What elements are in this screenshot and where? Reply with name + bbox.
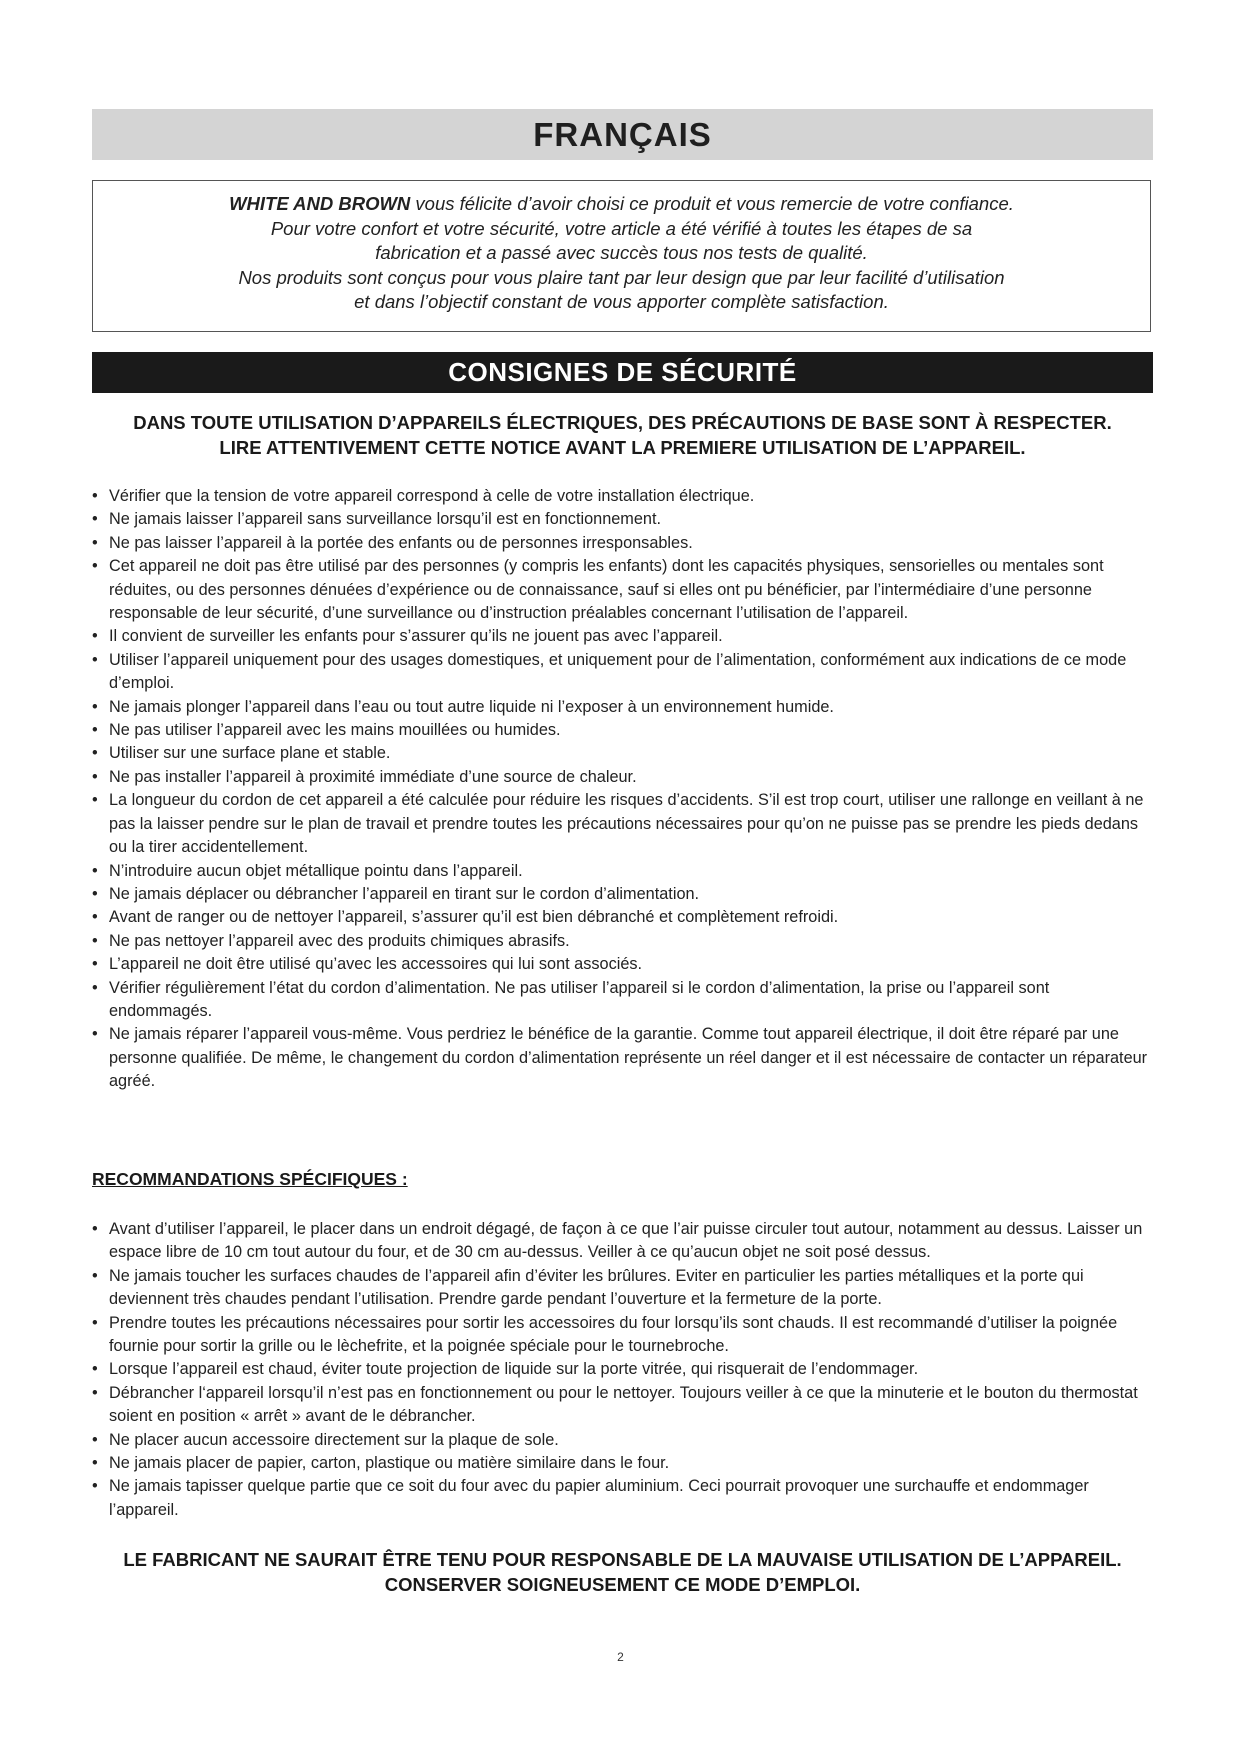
list-item: • Ne jamais placer de papier, carton, plastique ou matière similaire dans le four. [92, 1452, 1153, 1475]
list-item: • Ne placer aucun accessoire directement sur la plaque de sole. [92, 1429, 1153, 1452]
list-item: • Ne jamais plonger l’appareil dans l’eau ou tout autre liquide ni l’exposer à un environnement humide. [92, 696, 1153, 719]
list-item: • Ne pas installer l’appareil à proximité immédiate d’une source de chaleur. [92, 766, 1153, 789]
list-item: • Cet appareil ne doit pas être utilisé par des personnes (y compris les enfants) dont les capacités physiques, sensorielles ou mentales sont réduites, ou des personnes dénuées d’expérience ou de connaissance, sauf si elles ont pu bénéficier, par l’intermédiaire d’une personne responsable de leur sécurité, d’une surveillance ou d’instruction préalables concernant l’utilisation de l’appareil. [92, 555, 1153, 625]
intro-line-5: et dans l’objectif constant de vous apporter complète satisfaction. [354, 291, 889, 312]
list-item: • Utiliser sur une surface plane et stable. [92, 742, 1153, 765]
safety-warning [92, 410, 1153, 460]
list-item: • Ne pas laisser l’appareil à la portée des enfants ou de personnes irresponsables. [92, 532, 1153, 555]
safety-title: CONSIGNES DE SÉCURITÉ [92, 352, 1153, 393]
intro-line-1 [93, 192, 1150, 217]
list-item: • La longueur du cordon de cet appareil a été calculée pour réduire les risques d’accidents. S’il est trop court, utiliser une rallonge en veillant à ne pas la laisser pendre sur le plan de travail et prendre toutes les précautions nécessaires pour qu’on ne puisse pas se prendre les pieds dedans ou la tirer accidentellement. [92, 789, 1153, 859]
list-item: • Vérifier que la tension de votre appareil correspond à celle de votre installation électrique. [92, 485, 1153, 508]
intro-box [92, 180, 1151, 332]
intro-line-3: fabrication et a passé avec succès tous nos tests de qualité. [375, 242, 868, 263]
footer-warning-line-2: CONSERVER SOIGNEUSEMENT CE MODE D’EMPLOI. [384, 1574, 861, 1595]
list-item: • L’appareil ne doit être utilisé qu’avec les accessoires qui lui sont associés. [92, 953, 1153, 976]
list-item: • Débrancher l‘appareil lorsqu’il n’est pas en fonctionnement ou pour le nettoyer. Toujours veiller à ce que la minuterie et le bouton du thermostat soient en position « arrêt » avant de le débrancher. [92, 1382, 1153, 1429]
intro-line-1-text: vous félicite d’avoir choisi ce produit et vous remercie de votre confiance. [410, 193, 1014, 214]
safety-warning-line-1: DANS TOUTE UTILISATION D’APPAREILS ÉLECTRIQUES, DES PRÉCAUTIONS DE BASE SONT À RESPECTER. [133, 412, 1112, 433]
intro-line-2: Pour votre confort et votre sécurité, votre article a été vérifié à toutes les étapes de sa [270, 217, 973, 239]
list-item: • Ne jamais toucher les surfaces chaudes de l’appareil afin d’éviter les brûlures. Eviter en particulier les parties métalliques et la porte qui deviennent très chaudes pendant l’utilisation. Prendre garde pendant l’ouverture et la fermeture de la porte. [92, 1265, 1153, 1312]
list-item: • Ne pas nettoyer l’appareil avec des produits chimiques abrasifs. [92, 930, 1153, 953]
brand-name: WHITE AND BROWN [229, 193, 411, 214]
list-item: • Ne jamais réparer l’appareil vous-même. Vous perdriez le bénéfice de la garantie. Comme tout appareil électrique, il doit être réparé par une personne qualifiée. De même, le changement du cordon d’alimentation représente un réel danger et il est nécessaire de contacter un réparateur agréé. [92, 1023, 1153, 1093]
list-item: • N’introduire aucun objet métallique pointu dans l’appareil. [92, 860, 1153, 883]
list-item: • Il convient de surveiller les enfants pour s’assurer qu’ils ne jouent pas avec l’appareil. [92, 625, 1153, 648]
page-number: 2 [617, 1650, 624, 1664]
list-item: • Lorsque l’appareil est chaud, éviter toute projection de liquide sur la porte vitrée, qui risquerait de l’endommager. [92, 1358, 1153, 1381]
safety-warning-line-2: LIRE ATTENTIVEMENT CETTE NOTICE AVANT LA PREMIERE UTILISATION DE L’APPAREIL. [219, 437, 1026, 458]
list-item: • Avant d’utiliser l’appareil, le placer dans un endroit dégagé, de façon à ce que l’air puisse circuler tout autour, notamment au dessus. Laisser un espace libre de 10 cm tout autour du four, et de 30 cm au-dessus. Veiller à ce qu’aucun objet ne soit posé dessus. [92, 1218, 1153, 1265]
list-item: • Avant de ranger ou de nettoyer l’appareil, s’assurer qu’il est bien débranché et complètement refroidi. [92, 906, 1153, 929]
list-item: • Utiliser l’appareil uniquement pour des usages domestiques, et uniquement pour de l’alimentation, conformément aux indications de ce mode d’emploi. [92, 649, 1153, 696]
list-item: • Ne jamais laisser l’appareil sans surveillance lorsqu’il est en fonctionnement. [92, 508, 1153, 531]
specific-recommendations-title: RECOMMANDATIONS SPÉCIFIQUES : [92, 1169, 408, 1189]
list-item: • Prendre toutes les précautions nécessaires pour sortir les accessoires du four lorsqu’ils sont chauds. Il est recommandé d’utiliser la poignée fournie pour sortir la grille ou le lèchefrite, et la poignée spéciale pour le tournebroche. [92, 1312, 1153, 1359]
list-item: • Ne jamais déplacer ou débrancher l’appareil en tirant sur le cordon d’alimentation. [92, 883, 1153, 906]
safety-list [92, 485, 1153, 1094]
footer-warning-line-1: LE FABRICANT NE SAURAIT ÊTRE TENU POUR RESPONSABLE DE LA MAUVAISE UTILISATION DE L’APPAREIL. [123, 1549, 1122, 1570]
specific-list [92, 1218, 1153, 1522]
list-item: • Vérifier régulièrement l’état du cordon d’alimentation. Ne pas utiliser l’appareil si le cordon d’alimentation, la prise ou l’appareil sont endommagés. [92, 977, 1153, 1024]
intro-line-4: Nos produits sont conçus pour vous plaire tant par leur design que par leur facilité d’utilisation [238, 266, 1005, 288]
language-title: FRANÇAIS [92, 109, 1153, 160]
footer-warning [92, 1547, 1153, 1597]
list-item: • Ne pas utiliser l’appareil avec les mains mouillées ou humides. [92, 719, 1153, 742]
list-item: • Ne jamais tapisser quelque partie que ce soit du four avec du papier aluminium. Ceci pourrait provoquer une surchauffe et endommager l’appareil. [92, 1475, 1153, 1522]
